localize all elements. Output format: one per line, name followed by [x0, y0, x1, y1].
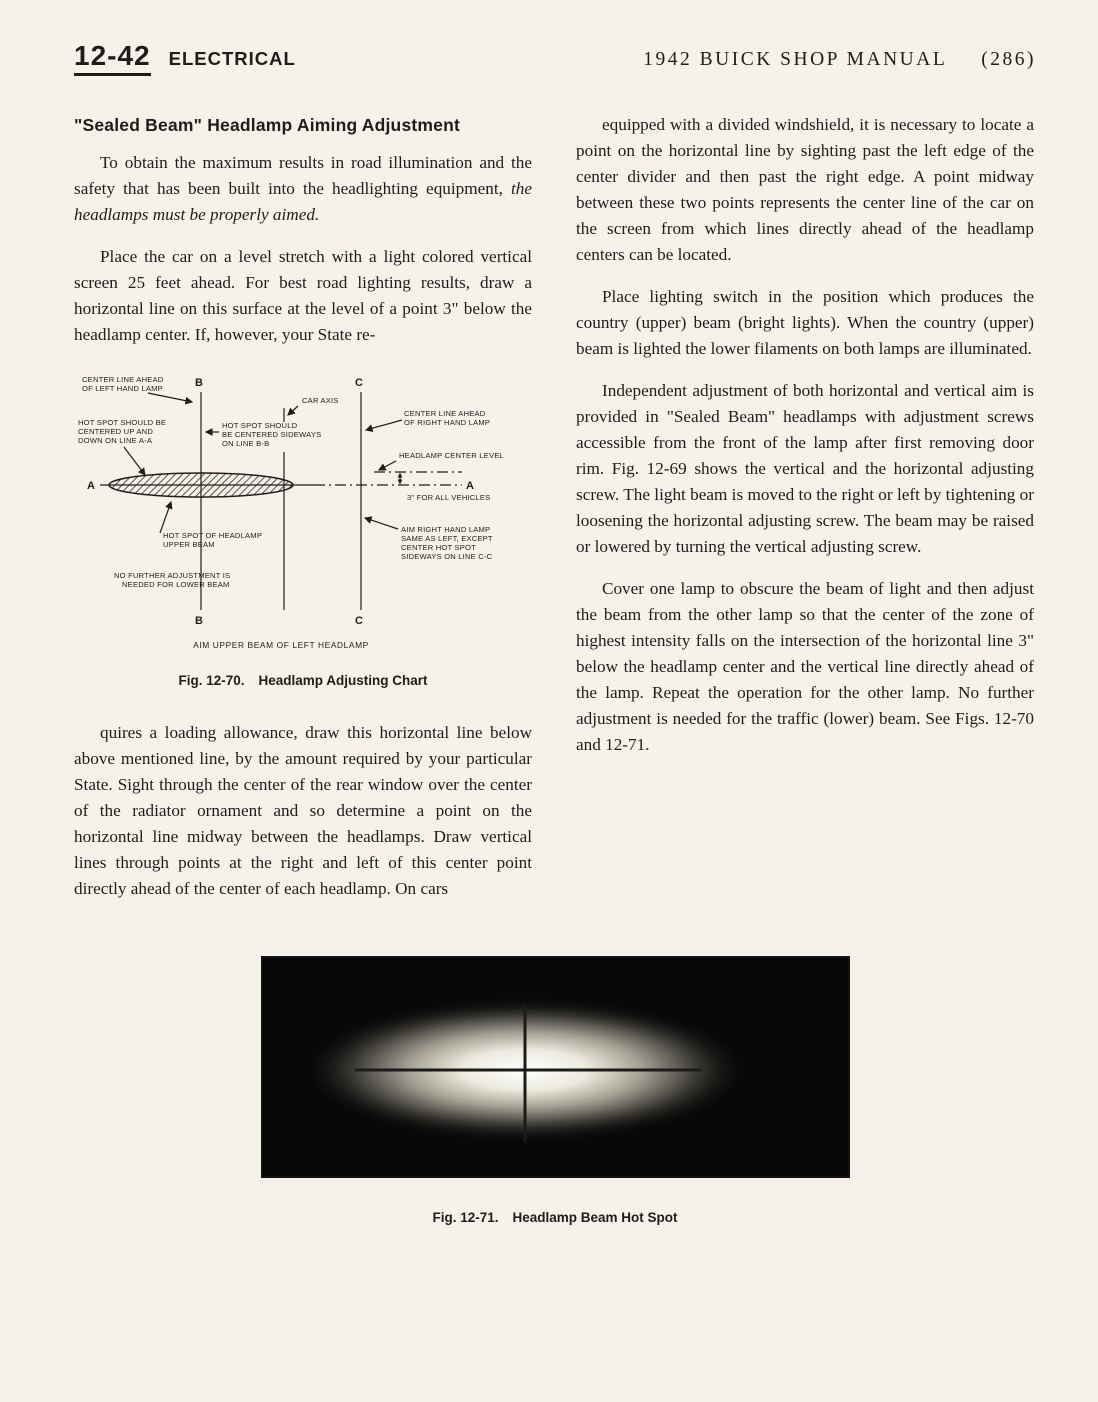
fig70-caption-label: Fig. 12-70.	[178, 673, 245, 688]
label-aim-right-2: SAME AS LEFT, EXCEPT	[401, 534, 493, 543]
label-aim-upper-beam: AIM UPPER BEAM OF LEFT HEADLAMP	[193, 640, 369, 650]
content-columns	[74, 112, 1036, 918]
page-number: 12-42	[74, 42, 151, 76]
label-hotspot-vertical-1: HOT SPOT SHOULD BE	[78, 418, 167, 427]
paragraph-cover-one-lamp: Cover one lamp to obscure the beam of light and then adjust the beam from the other lamp so that the center of the zone of highest intensity falls on the intersection of the horizontal line 3" below the headlamp center and the vertical line directly ahead of the lamp. Repeat the operation for the other lamp. No further adjustment is needed for the traffic (lower) beam. See Figs. 12-70 and 12-71.	[576, 579, 1034, 754]
three-inch-arrow-down	[398, 480, 403, 485]
section-title: ELECTRICAL	[168, 48, 296, 69]
label-hotspot-sideways-2: BE CENTERED SIDEWAYS	[222, 430, 322, 439]
paragraph-independent-adjustment: Independent adjustment of both horizontal and vertical aim is provided in "Sealed Beam" headlamps with adjustment screws accessible from the front of the lamp after first removing door rim. Fig. 12-69 shows the vertical and the horizontal adjusting screw. The light beam is moved to the right or left by tightening or loosening the horizontal adjusting screw. The beam may be raised or lowered by turning the vertical adjusting screw.	[576, 381, 1034, 556]
paragraph-loading-allowance: quires a loading allowance, draw this horizontal line below above mentioned line, by the amount required by your particular State. Sight through the center of the rear window over the center of the radiator ornament and so determine a point on the horizontal line midway between the headlamps. Draw vertical lines through points at the right and left of this center point directly ahead of the center of each headlamp. On cars	[74, 723, 532, 898]
fig70-caption	[74, 668, 532, 694]
leader-hotspot-upper	[160, 502, 171, 533]
fig71-caption-text: Headlamp Beam Hot Spot	[512, 1210, 678, 1225]
leader-car-axis	[288, 406, 298, 415]
label-center-line-left-1: CENTER LINE AHEAD	[82, 375, 164, 384]
label-hotspot-sideways-1: HOT SPOT SHOULD	[222, 421, 298, 430]
label-c-top: C	[355, 377, 363, 389]
paragraph-text: To obtain the maximum results in road illumination and the safety that has been built into the headlighting equipment,	[74, 153, 532, 198]
leader-hotspot-vertical	[124, 447, 145, 475]
figure-12-70	[74, 370, 532, 694]
label-aim-right-4: SIDEWAYS ON LINE C-C	[401, 552, 493, 561]
label-hotspot-upper-1: HOT SPOT OF HEADLAMP	[163, 531, 263, 540]
headlamp-beam-hot-spot-photo	[263, 958, 848, 1176]
leader-aim-right	[365, 518, 398, 529]
paragraph-aiming-intro	[74, 150, 532, 228]
right-column	[576, 112, 1034, 918]
left-column	[74, 112, 532, 918]
emphasis-text: the headlamps must be properly aimed.	[74, 179, 532, 224]
label-no-further-2: NEEDED FOR LOWER BEAM	[122, 580, 230, 589]
label-hotspot-sideways-3: ON LINE B-B	[222, 439, 270, 448]
headlamp-adjusting-chart-diagram	[74, 370, 548, 662]
label-a-left: A	[87, 480, 95, 492]
book-page-number: (286)	[981, 49, 1036, 70]
label-aim-right-1: AIM RIGHT HAND LAMP	[401, 525, 491, 534]
manual-title: 1942 BUICK SHOP MANUAL	[643, 49, 948, 70]
paragraph-divided-windshield: equipped with a divided windshield, it is necessary to locate a point on the horizontal line by sighting past the left edge of the center divider and then past the right edge. A point midway between these two points represents the center line of the car on the screen from which lines directly ahead of the headlamp centers can be located.	[576, 115, 1034, 264]
label-c-bottom: C	[355, 615, 363, 627]
label-hotspot-vertical-2: CENTERED UP AND	[78, 427, 154, 436]
label-b-top: B	[195, 377, 203, 389]
label-a-right: A	[466, 480, 474, 492]
label-no-further-1: NO FURTHER ADJUSTMENT IS	[114, 571, 231, 580]
label-center-line-left-2: OF LEFT HAND LAMP	[82, 384, 163, 393]
leader-center-right	[366, 420, 402, 430]
fig70-caption-text: Headlamp Adjusting Chart	[258, 673, 428, 688]
figure-12-71	[74, 956, 1036, 1225]
label-car-axis: CAR AXIS	[302, 396, 339, 405]
label-center-line-right-2: OF RIGHT HAND LAMP	[404, 418, 491, 427]
label-center-line-right-1: CENTER LINE AHEAD	[404, 409, 486, 418]
header-right	[643, 49, 1036, 71]
article-heading: "Sealed Beam" Headlamp Aiming Adjustment	[74, 115, 461, 135]
page-header	[74, 42, 1036, 76]
diagram-labels	[78, 375, 504, 650]
three-inch-arrow-up	[398, 473, 403, 478]
paragraph-lighting-switch: Place lighting switch in the position which produces the country (upper) beam (bright lights). When the country (upper) beam is lighted the lower filaments on both lamps are illuminated.	[576, 287, 1034, 358]
label-b-bottom: B	[195, 615, 203, 627]
paragraph-screen-setup: Place the car on a level stretch with a light colored vertical screen 25 feet ahead. For best road lighting results, draw a horizontal line on this surface at the level of a point 3" below the headlamp center. If, however, your State re-	[74, 247, 532, 344]
header-left	[74, 42, 296, 76]
fig71-caption	[74, 1210, 1036, 1225]
label-aim-right-3: CENTER HOT SPOT	[401, 543, 477, 552]
leader-headlamp-level	[379, 461, 396, 470]
label-hotspot-vertical-3: DOWN ON LINE A-A	[78, 436, 153, 445]
label-hotspot-upper-2: UPPER BEAM	[163, 540, 215, 549]
leader-center-left	[148, 393, 192, 402]
fig71-caption-label: Fig. 12-71.	[432, 1210, 499, 1225]
label-headlamp-level: HEADLAMP CENTER LEVEL	[399, 451, 504, 460]
label-three-inch: 3" FOR ALL VEHICLES	[407, 493, 491, 502]
headlamp-beam-photo-frame	[261, 956, 850, 1178]
